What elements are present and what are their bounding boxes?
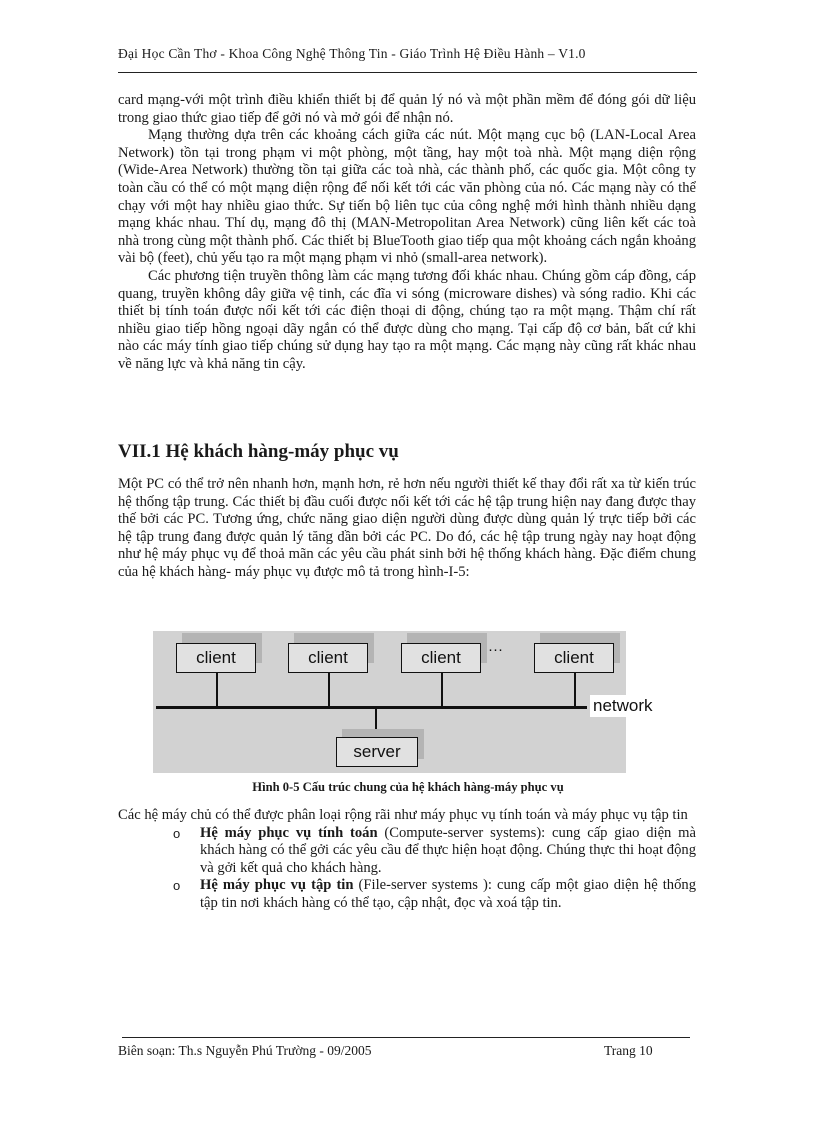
list-item — [118, 877, 696, 912]
section-intro: Một PC có thể trở nên nhanh hơn, mạnh hơn, rẻ hơn nếu người thiết kế thay đổi rất xa từ kiến trúc hệ thống tập trung. Các thiết bị đầu cuối được nối kết tới các hệ tập trung hiện nay đang được thay thế bởi các PC. Tương ứng, chức năng giao diện người dùng được dùng quản lý trực tiếp bởi các hệ tập trung đang được quản lý tăng dần bởi các PC. Do đó, các hệ tập trung ngày nay hoạt động như hệ máy phục vụ để thoả mãn các yêu cầu phát sinh bởi hệ thống khách hàng. Đặc điểm chung của hệ khách hàng- máy phục vụ được mô tả trong hình-I-5: — [118, 476, 696, 580]
server-type-list — [118, 825, 696, 913]
network-label: network — [590, 695, 659, 717]
bullet-title: Hệ máy phục vụ tính toán — [200, 824, 378, 841]
client-connector — [216, 673, 218, 707]
network-bus — [156, 706, 587, 709]
client-box: client — [288, 643, 368, 673]
paragraph-3: Các phương tiện truyền thông làm các mạng tương đối khác nhau. Chúng gồm cáp đồng, cáp quang, truyền không dây giữa vệ tinh, các đĩa vi sóng (microware dishes) và sóng radio. Khi các thiết bị tính toán được nối kết tới các điện thoại di động, chúng tạo ra một mạng. Thậm chí rất nhiều giao tiếp hồng ngoại dãy ngắn có thể được dùng cho mạng. Tại cấp độ cơ bản, bất cứ khi nào các máy tính giao tiếp chúng sử dụng hay tạo ra một mạng. Các mạng này cũng rất khác nhau về năng lực và khả năng tin cậy. — [118, 267, 696, 372]
client-connector — [574, 673, 576, 707]
footer-divider — [122, 1037, 690, 1038]
paragraph-1: card mạng-với một trình điều khiển thiết bị để quản lý nó và một phần mềm để đóng gói dữ liệu trong giao thức giao tiếp để gởi nó và mở gói để nhận nó. — [118, 92, 696, 126]
bullet-text: (Compute-server systems): cung cấp giao diện mà khách hàng có thể gởi các yêu cầu để thực hiện hoạt động. Chúng thực thi hoạt động và gởi kết quả cho khách hàng. — [200, 824, 696, 876]
bullet-circle-icon: o — [173, 878, 181, 894]
bullet-text: (File-server systems ): cung cấp một giao diện hệ thống tập tin nơi khách hàng có thể tạo, cập nhật, đọc và xoá tập tin. — [200, 877, 696, 911]
client-box: client — [401, 643, 481, 673]
ellipsis: ··· — [488, 641, 503, 658]
client-box: client — [534, 643, 614, 673]
header-divider — [118, 72, 697, 73]
page-header: Đại Học Cần Thơ - Khoa Công Nghệ Thông Tin - Giáo Trình Hệ Điều Hành – V1.0 — [118, 46, 586, 61]
paragraph-2: Mạng thường dựa trên các khoảng cách giữa các nút. Một mạng cục bộ (LAN-Local Area Network) tồn tại trong phạm vi một phòng, một tầng, hay một toà nhà. Một mạng diện rộng (Wide-Area Network) thường tồn tại giữa các toà nhà, các thành phố, các quốc gia. Một công ty toàn cầu có thể có một mạng diện rộng để nối kết tới các văn phòng của nó. Các mạng này có thể chạy với một hay nhiều giao thức. Sự tiến bộ liên tục của công nghệ mới hình thành nhiều dạng mạng khác nhau. Thí dụ, mạng đô thị (MAN-Metropolitan Area Network) cũng liên kết các toà nhà trong cùng một thành phố. Các thiết bị BlueTooth giao tiếp qua một khoảng cách ngắn khoảng vài bộ (feet), chủ yếu tạo ra một mạng phạm vi nhỏ (small-area network). — [118, 127, 696, 267]
footer-author: Biên soạn: Th.s Nguyễn Phú Trường - 09/2005 — [118, 1043, 372, 1058]
figure-caption: Hình 0-5 Cấu trúc chung của hệ khách hàng-máy phục vụ — [252, 780, 564, 794]
section-heading: VII.1 Hệ khách hàng-máy phục vụ — [118, 441, 399, 462]
section-intro-block — [118, 476, 696, 582]
client-box: client — [176, 643, 256, 673]
client-server-diagram — [153, 631, 653, 773]
server-classification-text: Các hệ máy chủ có thể được phân loại rộng rãi như máy phục vụ tính toán và máy phục vụ tập tin — [118, 807, 688, 823]
after-figure-block — [118, 807, 696, 913]
footer-page-number: Trang 10 — [604, 1043, 653, 1058]
body-top — [118, 92, 696, 374]
server-box: server — [336, 737, 418, 767]
bullet-circle-icon: o — [173, 825, 181, 841]
client-connector — [328, 673, 330, 707]
list-item — [118, 825, 696, 878]
client-connector — [441, 673, 443, 707]
bullet-title: Hệ máy phục vụ tập tin — [200, 877, 354, 894]
